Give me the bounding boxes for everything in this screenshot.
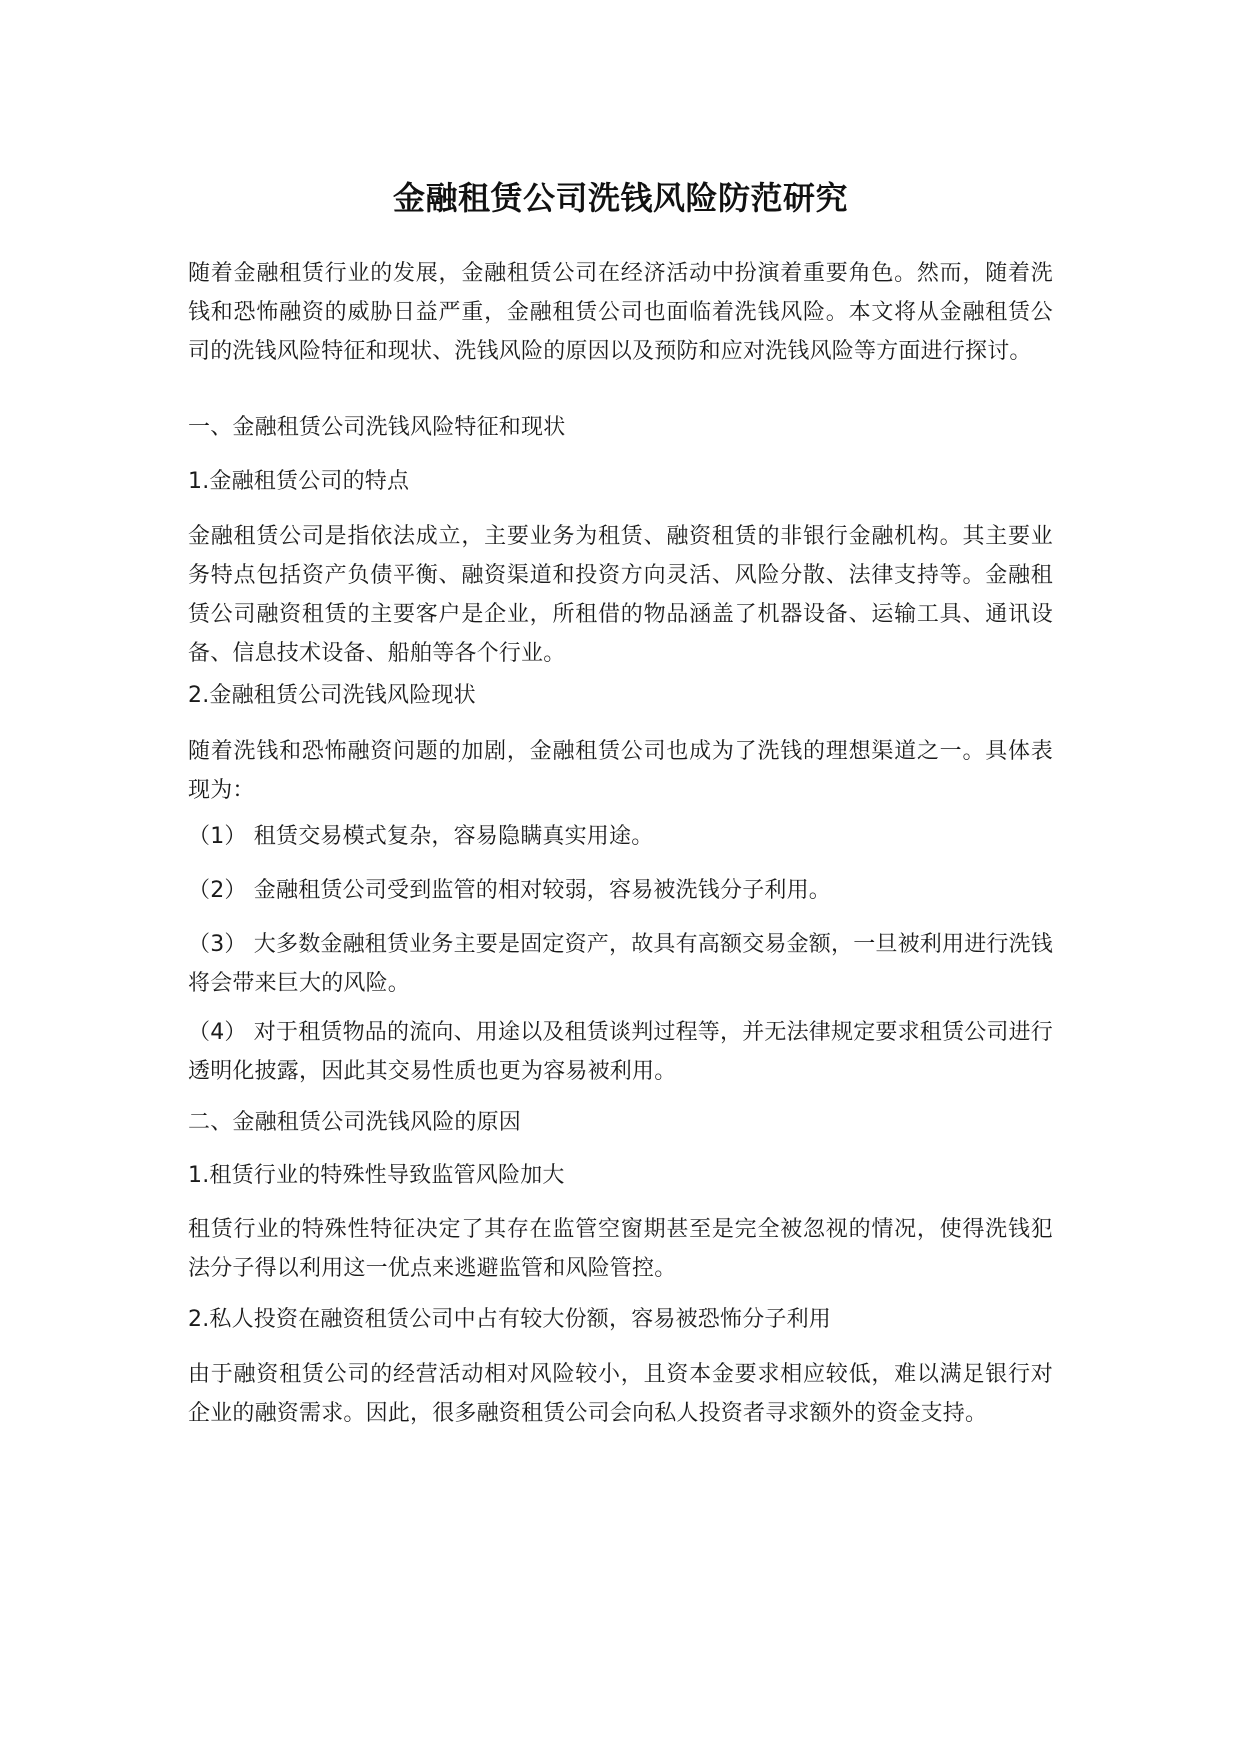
section-heading-1: 一、金融租赁公司洗钱风险特征和现状 [188,415,566,440]
paragraph-private-investment: 由于融资租赁公司的经营活动相对风险较小，且资本金要求相应较低，难以满足银行对企业的融资需求。因此，很多融资租赁公司会向私人投资者寻求额外的资金支持。 [188,1362,1053,1426]
paragraph-company-features: 金融租赁公司是指依法成立，主要业务为租赁、融资租赁的非银行金融机构。其主要业务特点包括资产负债平衡、融资渠道和投资方向灵活、风险分散、法律支持等。金融租赁公司融资租赁的主要客户是企业，所租借的物品涵盖了机器设备、运输工具、通讯设备、信息技术设备、船舶等各个行业。 [188,524,1053,666]
document-title: 金融租赁公司洗钱风险防范研究 [392,179,848,217]
paragraph-risk-status: 随着洗钱和恐怖融资问题的加剧，金融租赁公司也成为了洗钱的理想渠道之一。具体表现为： [188,739,1053,803]
section-heading-2: 二、金融租赁公司洗钱风险的原因 [188,1110,522,1135]
list-item-1: （1） 租赁交易模式复杂，容易隐瞒真实用途。 [188,824,654,849]
list-item-4: （4） 对于租赁物品的流向、用途以及租赁谈判过程等，并无法律规定要求租赁公司进行透明化披露，因此其交易性质也更为容易被利用。 [188,1020,1053,1084]
list-item-2: （2） 金融租赁公司受到监管的相对较弱，容易被洗钱分子利用。 [188,878,831,903]
subsection-heading-2-2: 2.私人投资在融资租赁公司中占有较大份额，容易被恐怖分子利用 [188,1307,831,1332]
list-item-3: （3） 大多数金融租赁业务主要是固定资产，故具有高额交易金额，一旦被利用进行洗钱将会带来巨大的风险。 [188,932,1053,996]
subsection-heading-1-1: 1.金融租赁公司的特点 [188,469,410,494]
subsection-heading-1-2: 2.金融租赁公司洗钱风险现状 [188,683,476,708]
paragraph-industry-specifics: 租赁行业的特殊性特征决定了其存在监管空窗期甚至是完全被忽视的情况，使得洗钱犯法分子得以利用这一优点来逃避监管和风险管控。 [188,1217,1053,1281]
subsection-heading-2-1: 1.租赁行业的特殊性导致监管风险加大 [188,1163,565,1188]
intro-paragraph: 随着金融租赁行业的发展，金融租赁公司在经济活动中扮演着重要角色。然而，随着洗钱和恐怖融资的威胁日益严重，金融租赁公司也面临着洗钱风险。本文将从金融租赁公司的洗钱风险特征和现状、洗钱风险的原因以及预防和应对洗钱风险等方面进行探讨。 [188,261,1053,364]
